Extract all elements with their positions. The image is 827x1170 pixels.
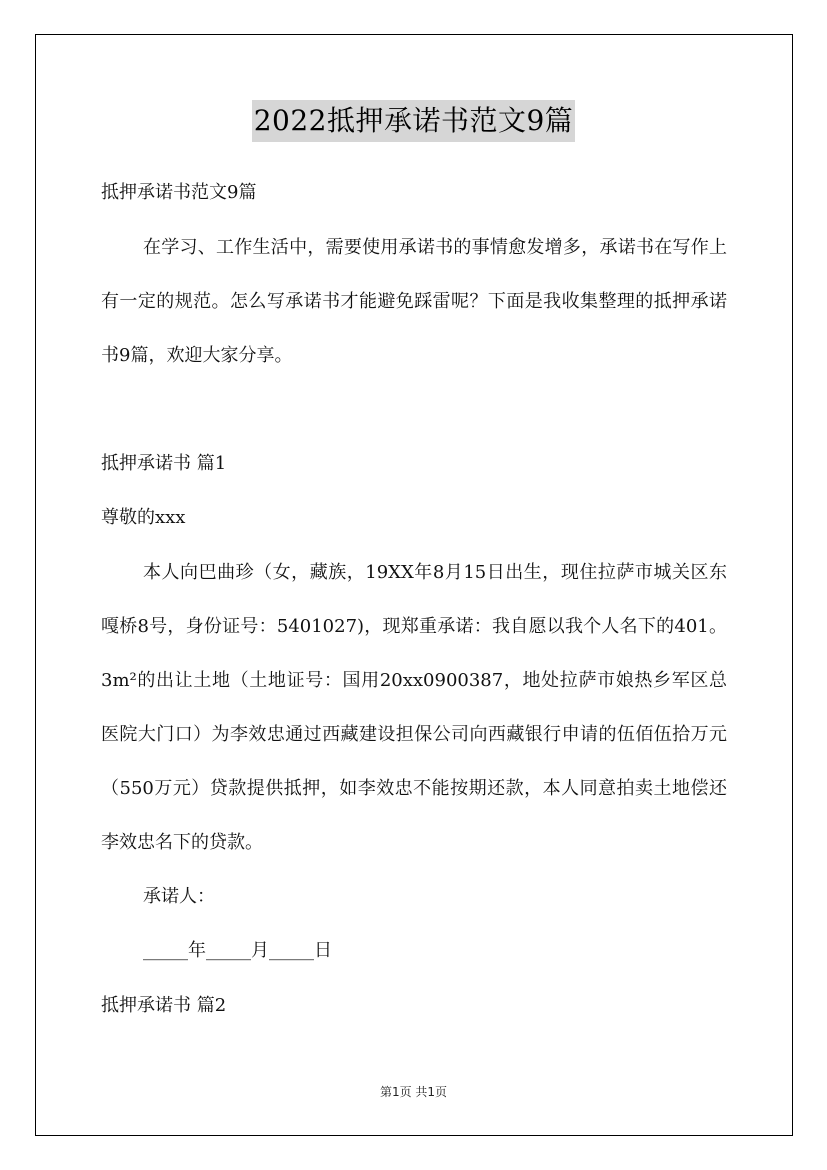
title-container	[0, 100, 827, 142]
document-subtitle: 抵押承诺书范文9篇	[101, 182, 257, 203]
body-paragraph: 本人向巴曲珍（女，藏族，19XX年8月15日出生，现住拉萨市城关区东嘎桥8号，身份证号：5401027)，现郑重承诺：我自愿以我个人名下的401。3m²的出让土地（土地证号：国用20xx0900387，地处拉萨市娘热乡军区总医院大门口）为李效忠通过西藏建设担保公司向西藏银行申请的伍佰伍拾万元（550万元）贷款提供抵押，如李效忠不能按期还款，本人同意拍卖土地偿还李效忠名下的贷款。	[101, 562, 727, 853]
intro-paragraph: 在学习、工作生活中，需要使用承诺书的事情愈发增多，承诺书在写作上有一定的规范。怎么写承诺书才能避免踩雷呢？下面是我收集整理的抵押承诺书9篇，欢迎大家分享。	[101, 237, 727, 366]
signer-label: 承诺人：	[143, 886, 215, 907]
document-title: 2022抵押承诺书范文9篇	[252, 100, 576, 142]
date-line: _____年_____月_____日	[143, 940, 332, 961]
salutation: 尊敬的xxx	[101, 507, 186, 528]
section-2-heading: 抵押承诺书 篇2	[101, 995, 227, 1016]
section-1-heading: 抵押承诺书 篇1	[101, 453, 227, 474]
page-footer: 第1页 共1页	[379, 1085, 448, 1099]
